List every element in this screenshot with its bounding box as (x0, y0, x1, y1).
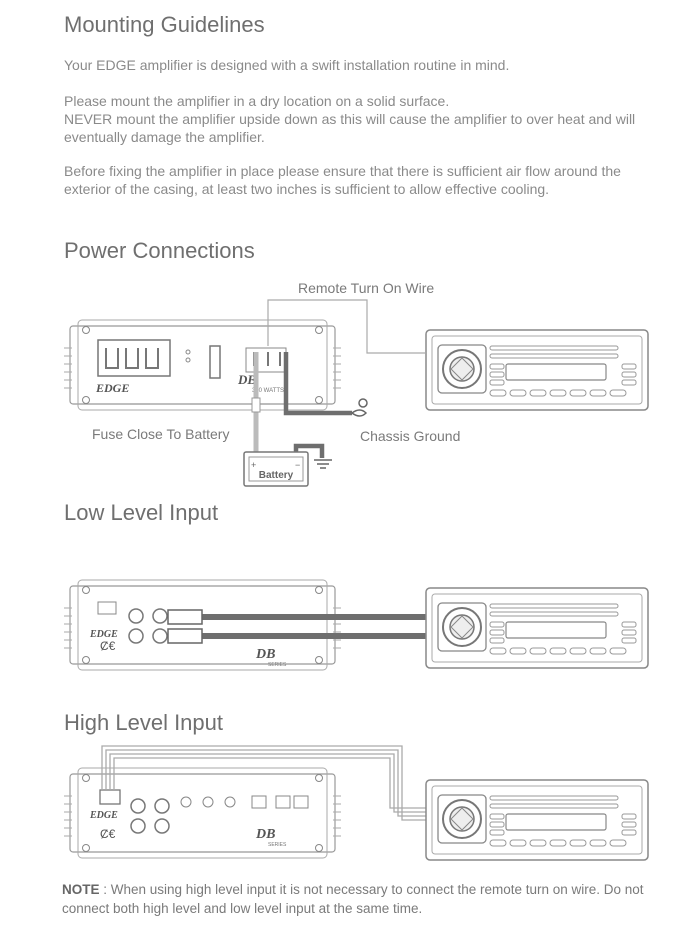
power-head-unit (426, 330, 648, 410)
chassis-ground-screw-icon (359, 399, 367, 407)
ring-terminal-icon (352, 410, 366, 416)
note (62, 880, 682, 918)
svg-text:Ȼ€: Ȼ€ (100, 639, 116, 653)
high-amp-brand: EDGE (90, 810, 118, 821)
high-amp-series-text: SERIES (268, 842, 287, 848)
fuse-label: Fuse Close To Battery (92, 426, 230, 442)
power-amp-series: DB (238, 372, 257, 387)
power-amp-watts: 320 WATTS (252, 388, 285, 394)
rca-plug-left (168, 610, 202, 624)
low-level-amplifier (64, 580, 341, 670)
high-level-title: High Level Input (64, 710, 223, 735)
low-amp-brand: EDGE (90, 629, 118, 640)
high-amp-series: DB (256, 827, 276, 842)
mounting-airflow: Before fixing the amplifier in place please ensure that there is sufficient air flow around the exterior of the casing, at least two inches is sufficient to allow effective cooling. (64, 163, 621, 197)
svg-text:+: + (251, 460, 257, 470)
low-level-head-unit (426, 588, 648, 668)
mounting-title: Mounting Guidelines (64, 12, 265, 37)
high-level-head-unit (426, 780, 648, 860)
mounting-location: Please mount the amplifier in a dry location on a solid surface. (64, 93, 450, 109)
low-level-title: Low Level Input (64, 500, 219, 525)
low-amp-series-text: SERIES (268, 662, 287, 668)
inline-fuse (252, 398, 260, 412)
low-amp-series: DB (256, 647, 276, 662)
battery-label: Battery (258, 470, 294, 481)
svg-text:−: − (295, 460, 301, 470)
rca-plug-right (168, 629, 202, 643)
power-amplifier (64, 320, 341, 410)
mounting-intro: Your EDGE amplifier is designed with a swift installation routine in mind. (64, 57, 510, 73)
mounting-warning: NEVER mount the amplifier upside down as this will cause the amplifier to over heat and will eventually damage the amplifier. (64, 111, 636, 145)
power-title: Power Connections (64, 238, 255, 263)
remote-wire-label: Remote Turn On Wire (298, 280, 435, 296)
ground-symbol-icon (314, 460, 332, 468)
note-text: : When using high level input it is not necessary to connect the remote turn on wire. Do not connect both high level and low level input at the same time. (62, 882, 644, 916)
note-label: NOTE (62, 882, 100, 897)
power-amp-brand: EDGE (96, 381, 130, 395)
chassis-ground-label: Chassis Ground (360, 428, 461, 444)
svg-text:Ȼ€: Ȼ€ (100, 827, 116, 841)
